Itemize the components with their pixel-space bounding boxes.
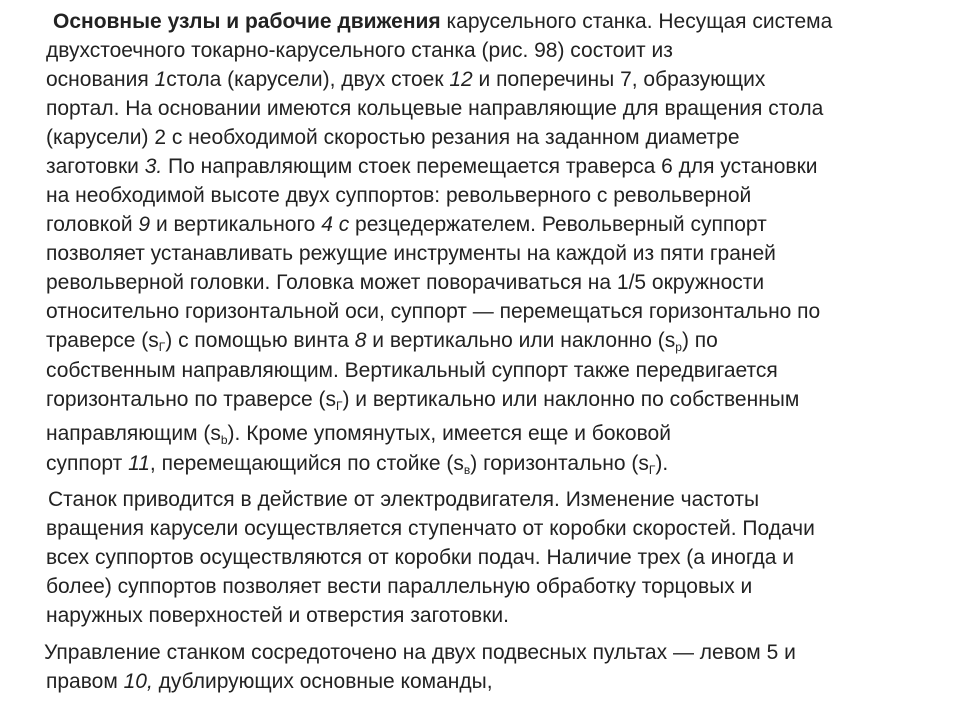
text-line: на необходимой высоте двух суппортов: револьверного с револьверной — [46, 184, 752, 207]
text-line: направляющим $(s_b)$. Кроме упомянутых, имеется еще и боковой — [46, 422, 671, 447]
text-line: двухстоечного токарно-карусельного станка (рис. 98) состоит из — [46, 39, 673, 62]
figure-ref: 4 с — [321, 213, 350, 236]
text-line: основания 1стола (карусели), двух стоек 12 и поперечины 7, образующих — [46, 68, 766, 91]
subscript: в — [463, 463, 471, 477]
text-line: траверсе $(s_Г)$ с помощью винта 8 и вертикально или наклонно $(s_р)$ по — [46, 329, 718, 354]
text-line: (карусели) 2 с необходимой скоростью резания на заданном диаметре — [46, 126, 740, 149]
subscript: b — [220, 433, 228, 447]
text-line: заготовки 3. По направляющим стоек перемещается траверса 6 для установки — [46, 155, 818, 178]
text-line: наружных поверхностей и отверстия заготовки. — [46, 604, 509, 627]
figure-ref: 10, — [123, 670, 153, 693]
text-line: Станок приводится в действие от электродвигателя. Изменение частоты — [48, 488, 760, 511]
figure-ref: 9 — [138, 213, 151, 236]
text-line: револьверной головки. Головка может поворачиваться на 1/5 окружности — [46, 271, 765, 294]
figure-ref: 12 — [449, 68, 473, 91]
figure-ref: 3. — [144, 155, 163, 178]
text-line: правом 10, дублирующих основные команды, — [46, 670, 493, 693]
text-line: суппорт 11, перемещающийся по стойке $(s_в)$ горизонтально $(s_Г)$. — [46, 452, 669, 477]
section-heading: Основные узлы и рабочие движения — [53, 10, 441, 33]
text-line: всех суппортов осуществляются от коробки подач. Наличие трех (а иногда и — [46, 546, 795, 569]
subscript: Г — [648, 463, 656, 477]
text-line: относительно горизонтальной оси, суппорт — перемещаться горизонтально по — [46, 300, 821, 323]
figure-ref: 11 — [128, 452, 150, 475]
text-line: собственным направляющим. Вертикальный суппорт также передвигается — [46, 359, 778, 382]
subscript: р — [675, 340, 682, 354]
subscript: Г — [158, 340, 166, 354]
subscript: Г — [335, 399, 343, 413]
text-line: Основные узлы и рабочие движения карусельного станка. Несущая система — [53, 10, 833, 33]
text-line: более) суппортов позволяет вести параллельную обработку торцовых и — [46, 575, 753, 598]
text-line: позволяет устанавливать режущие инструменты на каждой из пяти граней — [46, 242, 776, 265]
text-line: горизонтально по траверсе $(s_Г)$ и вертикально или наклонно по собственным — [46, 388, 800, 413]
text-line: головкой 9 и вертикального 4 с резцедержателем. Револьверный суппорт — [46, 213, 767, 236]
text-line: Управление станком сосредоточено на двух подвесных пультах — левом 5 и — [44, 641, 796, 664]
figure-ref: 1 — [154, 68, 167, 91]
text-line: портал. На основании имеются кольцевые направляющие для вращения стола — [46, 97, 824, 120]
text-line: вращения карусели осуществляется ступенчато от коробки скоростей. Подачи — [46, 517, 815, 540]
figure-ref: 8 — [354, 329, 367, 352]
